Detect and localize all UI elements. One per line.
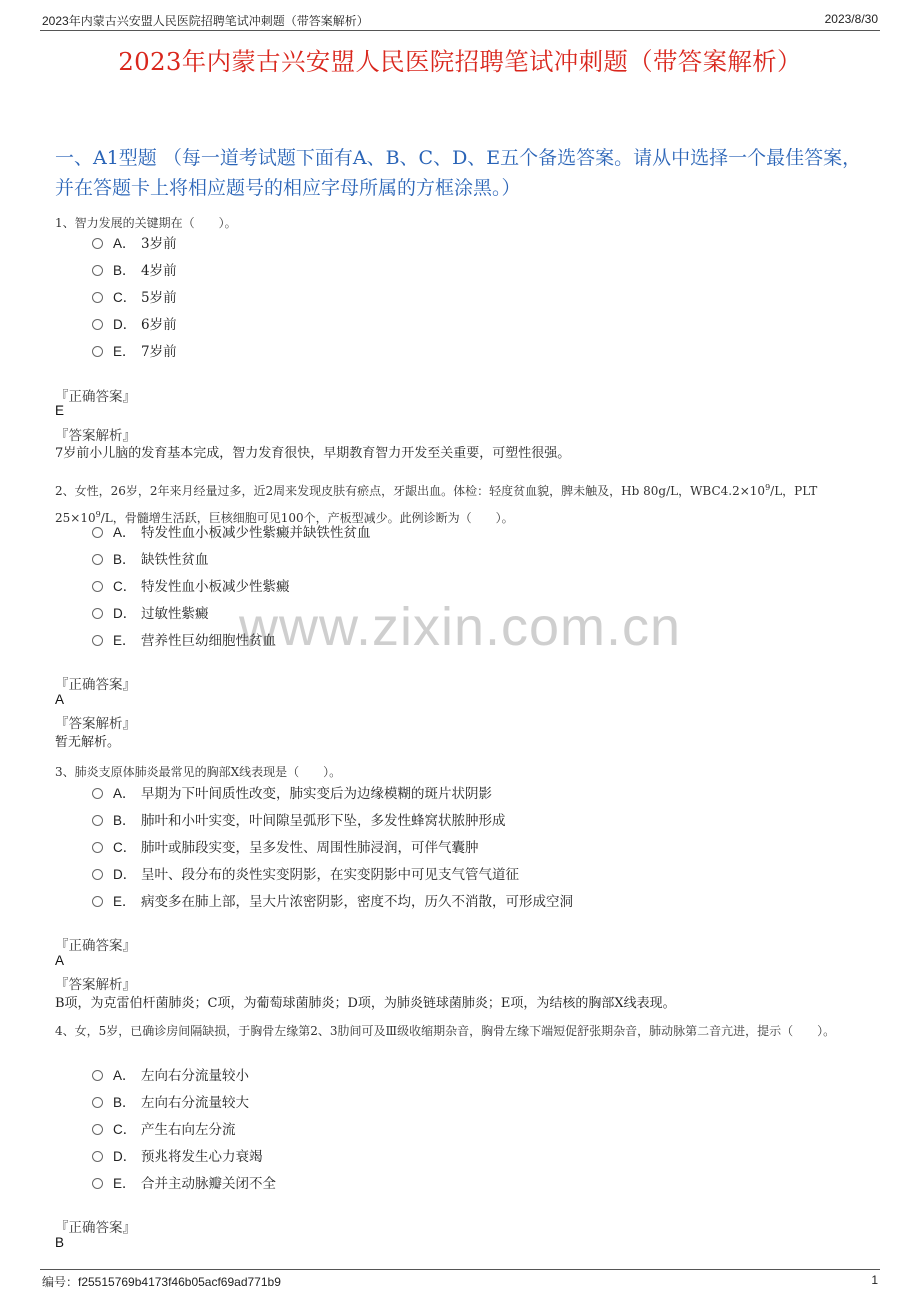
radio-icon[interactable]: [92, 1070, 103, 1081]
q3-answer: A: [55, 953, 65, 968]
radio-icon[interactable]: [92, 788, 103, 799]
q4-option-e[interactable]: E． 合并主动脉瓣关闭不全: [92, 1173, 276, 1195]
q1-option-b[interactable]: B． 4岁前: [92, 260, 177, 282]
question-2-stem: 2、女性，26岁，2年来月经量过多，近2周来发现皮肤有瘀点，牙龈出血。体检：轻度贫血貌，脾未触及，Hb 80g/L，$WBC4.2\times 10^9/L$，PLT $25\times 10^9/L$，骨髓增生活跃，巨核细胞可见100个，产板型减少。此例诊断为（ ）。: [55, 483, 818, 525]
q3-option-c[interactable]: C． 肺叶或肺段实变，呈多发性、周围性肺浸润，可伴气囊肿: [92, 837, 479, 859]
document-code: 编号：f25515769b4173f46b05acf69ad771b9: [42, 1275, 281, 1289]
q4-option-c[interactable]: C． 产生右向左分流: [92, 1119, 236, 1141]
radio-icon[interactable]: [92, 869, 103, 880]
q2-option-e[interactable]: E． 营养性巨幼细胞性贫血: [92, 630, 276, 652]
watermark: www.zixin.com.cn: [238, 597, 682, 657]
radio-icon[interactable]: [92, 635, 103, 646]
radio-icon[interactable]: [92, 842, 103, 853]
question-3-stem: 3、肺炎支原体肺炎最常见的胸部X线表现是（ ）。: [55, 765, 342, 779]
radio-icon[interactable]: [92, 554, 103, 565]
question-1-stem: 1、智力发展的关键期在（ ）。: [55, 216, 237, 230]
q1-analysis: 7岁前小儿脑的发育基本完成，智力发育很快，早期教育智力开发至关重要，可塑性很强。: [55, 446, 571, 461]
q2-option-a[interactable]: A． 特发性血小板减少性紫癜并缺铁性贫血: [92, 522, 371, 544]
radio-icon[interactable]: [92, 1151, 103, 1162]
q3-answer-label: 『正确答案』: [55, 938, 136, 954]
header-title: 2023年内蒙古兴安盟人民医院招聘笔试冲刺题（带答案解析）: [42, 14, 369, 28]
q2-option-d[interactable]: D． 过敏性紫癜: [92, 603, 209, 625]
page-header: [40, 8, 880, 31]
q2-analysis: 暂无解析。: [55, 735, 121, 750]
q3-option-e[interactable]: E． 病变多在肺上部，呈大片浓密阴影，密度不均，历久不消散，可形成空洞: [92, 891, 573, 913]
radio-icon[interactable]: [92, 265, 103, 276]
radio-icon[interactable]: [92, 1124, 103, 1135]
q1-option-c[interactable]: C． 5岁前: [92, 287, 177, 309]
q3-option-d[interactable]: D． 呈叶、段分布的炎性实变阴影，在实变阴影中可见支气管气道征: [92, 864, 519, 886]
q3-analysis-label: 『答案解析』: [55, 977, 136, 993]
radio-icon[interactable]: [92, 292, 103, 303]
radio-icon[interactable]: [92, 896, 103, 907]
q2-answer: A: [55, 692, 65, 707]
radio-icon[interactable]: [92, 319, 103, 330]
q4-answer-label: 『正确答案』: [55, 1220, 136, 1236]
q1-option-a[interactable]: A． 3岁前: [92, 233, 177, 255]
radio-icon[interactable]: [92, 346, 103, 357]
q1-answer-label: 『正确答案』: [55, 389, 136, 405]
header-date: 2023/8/30: [824, 12, 878, 26]
q3-option-a[interactable]: A． 早期为下叶间质性改变，肺实变后为边缘模糊的斑片状阴影: [92, 783, 492, 805]
q2-analysis-label: 『答案解析』: [55, 716, 136, 732]
question-4-stem: 4、女，5岁，已确诊房间隔缺损，于胸骨左缘第2、3肋间可及Ⅲ级收缩期杂音，胸骨左缘下端短促舒张期杂音，肺动脉第二音亢进，提示（ ）。: [55, 1024, 836, 1038]
q1-answer: E: [55, 403, 65, 418]
q4-answer: B: [55, 1235, 65, 1250]
q1-option-d[interactable]: D． 6岁前: [92, 314, 177, 336]
radio-icon[interactable]: [92, 608, 103, 619]
q1-analysis-label: 『答案解析』: [55, 428, 136, 444]
radio-icon[interactable]: [92, 1097, 103, 1108]
q2-answer-label: 『正确答案』: [55, 677, 136, 693]
q4-option-a[interactable]: A． 左向右分流量较小: [92, 1065, 249, 1087]
page-footer: [40, 1269, 880, 1290]
radio-icon[interactable]: [92, 581, 103, 592]
q1-option-e[interactable]: E． 7岁前: [92, 341, 177, 363]
page-number: 1: [871, 1273, 878, 1287]
radio-icon[interactable]: [92, 238, 103, 249]
q2-option-b[interactable]: B． 缺铁性贫血: [92, 549, 209, 571]
q3-analysis: B项，为克雷伯杆菌肺炎；C项，为葡萄球菌肺炎；D项，为肺炎链球菌肺炎；E项，为结核的胸部X线表现。: [55, 996, 676, 1011]
radio-icon[interactable]: [92, 1178, 103, 1189]
q2-option-c[interactable]: C． 特发性血小板减少性紫癜: [92, 576, 290, 598]
q3-option-b[interactable]: B． 肺叶和小叶实变，叶间隙呈弧形下坠，多发性蜂窝状脓肿形成: [92, 810, 506, 832]
q4-option-b[interactable]: B． 左向右分流量较大: [92, 1092, 249, 1114]
radio-icon[interactable]: [92, 815, 103, 826]
q4-option-d[interactable]: D． 预兆将发生心力衰竭: [92, 1146, 263, 1168]
section-title: 一、A1型题 （每一道考试题下面有A、B、C、D、E五个备选答案。请从中选择一个最佳答案，并在答题卡上将相应题号的相应字母所属的方框涂黑。）: [55, 147, 862, 199]
document-title: 2023年内蒙古兴安盟人民医院招聘笔试冲刺题（带答案解析）: [118, 47, 802, 76]
radio-icon[interactable]: [92, 527, 103, 538]
